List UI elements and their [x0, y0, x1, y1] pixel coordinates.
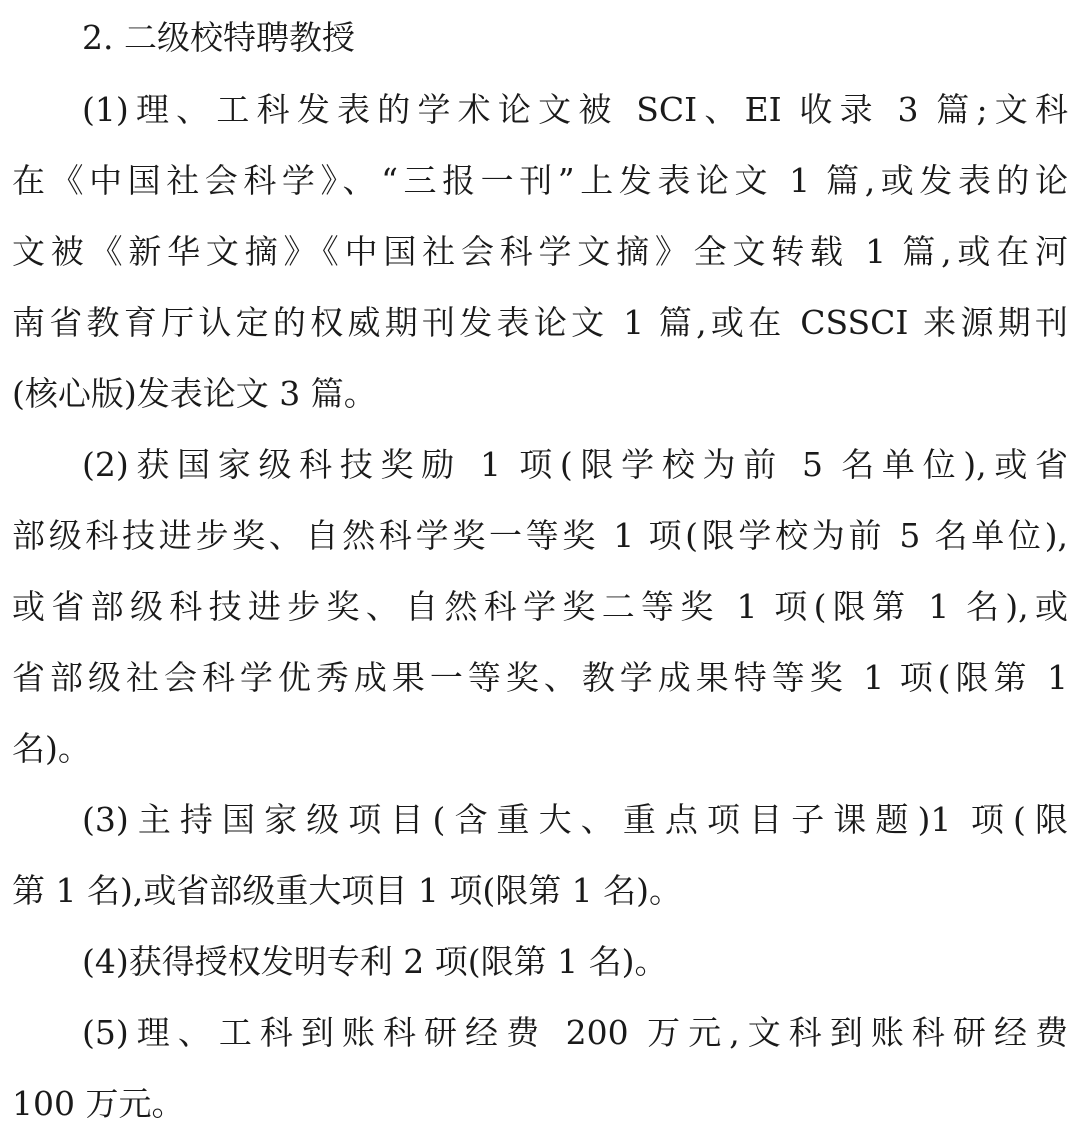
- section-heading: 2. 二级校特聘教授: [82, 18, 355, 57]
- paragraph-line: 省部级社会科学优秀成果一等奖、教学成果特等奖 1 项(限第 1: [12, 658, 1068, 697]
- paragraph-line: (2)获国家级科技奖励 1 项(限学校为前 5 名单位),或省: [82, 445, 1068, 484]
- paragraph-line: (3)主持国家级项目(含重大、重点项目子课题)1 项(限: [82, 800, 1068, 839]
- paragraph-line: (1)理、工科发表的学术论文被 SCI、EI 收录 3 篇;文科: [82, 90, 1068, 129]
- paragraph-line: 第 1 名),或省部级重大项目 1 项(限第 1 名)。: [12, 871, 683, 910]
- paragraph-line: 在《中国社会科学》、“三报一刊”上发表论文 1 篇,或发表的论: [12, 161, 1068, 200]
- paragraph-line: 部级科技进步奖、自然科学奖一等奖 1 项(限学校为前 5 名单位),: [12, 516, 1068, 555]
- paragraph-line: 名)。: [12, 729, 91, 768]
- paragraph-line: (5)理、工科到账科研经费 200 万元,文科到账科研经费: [82, 1013, 1068, 1052]
- paragraph-line: 文被《新华文摘》《中国社会科学文摘》全文转载 1 篇,或在河: [12, 232, 1068, 271]
- paragraph-line: 或省部级科技进步奖、自然科学奖二等奖 1 项(限第 1 名),或: [12, 587, 1068, 626]
- paragraph-line: 100 万元。: [12, 1084, 185, 1123]
- paragraph-line: (核心版)发表论文 3 篇。: [12, 374, 377, 413]
- paragraph-line: 南省教育厅认定的权威期刊发表论文 1 篇,或在 CSSCI 来源期刊: [12, 303, 1068, 342]
- paragraph-line: (4)获得授权发明专利 2 项(限第 1 名)。: [82, 942, 668, 981]
